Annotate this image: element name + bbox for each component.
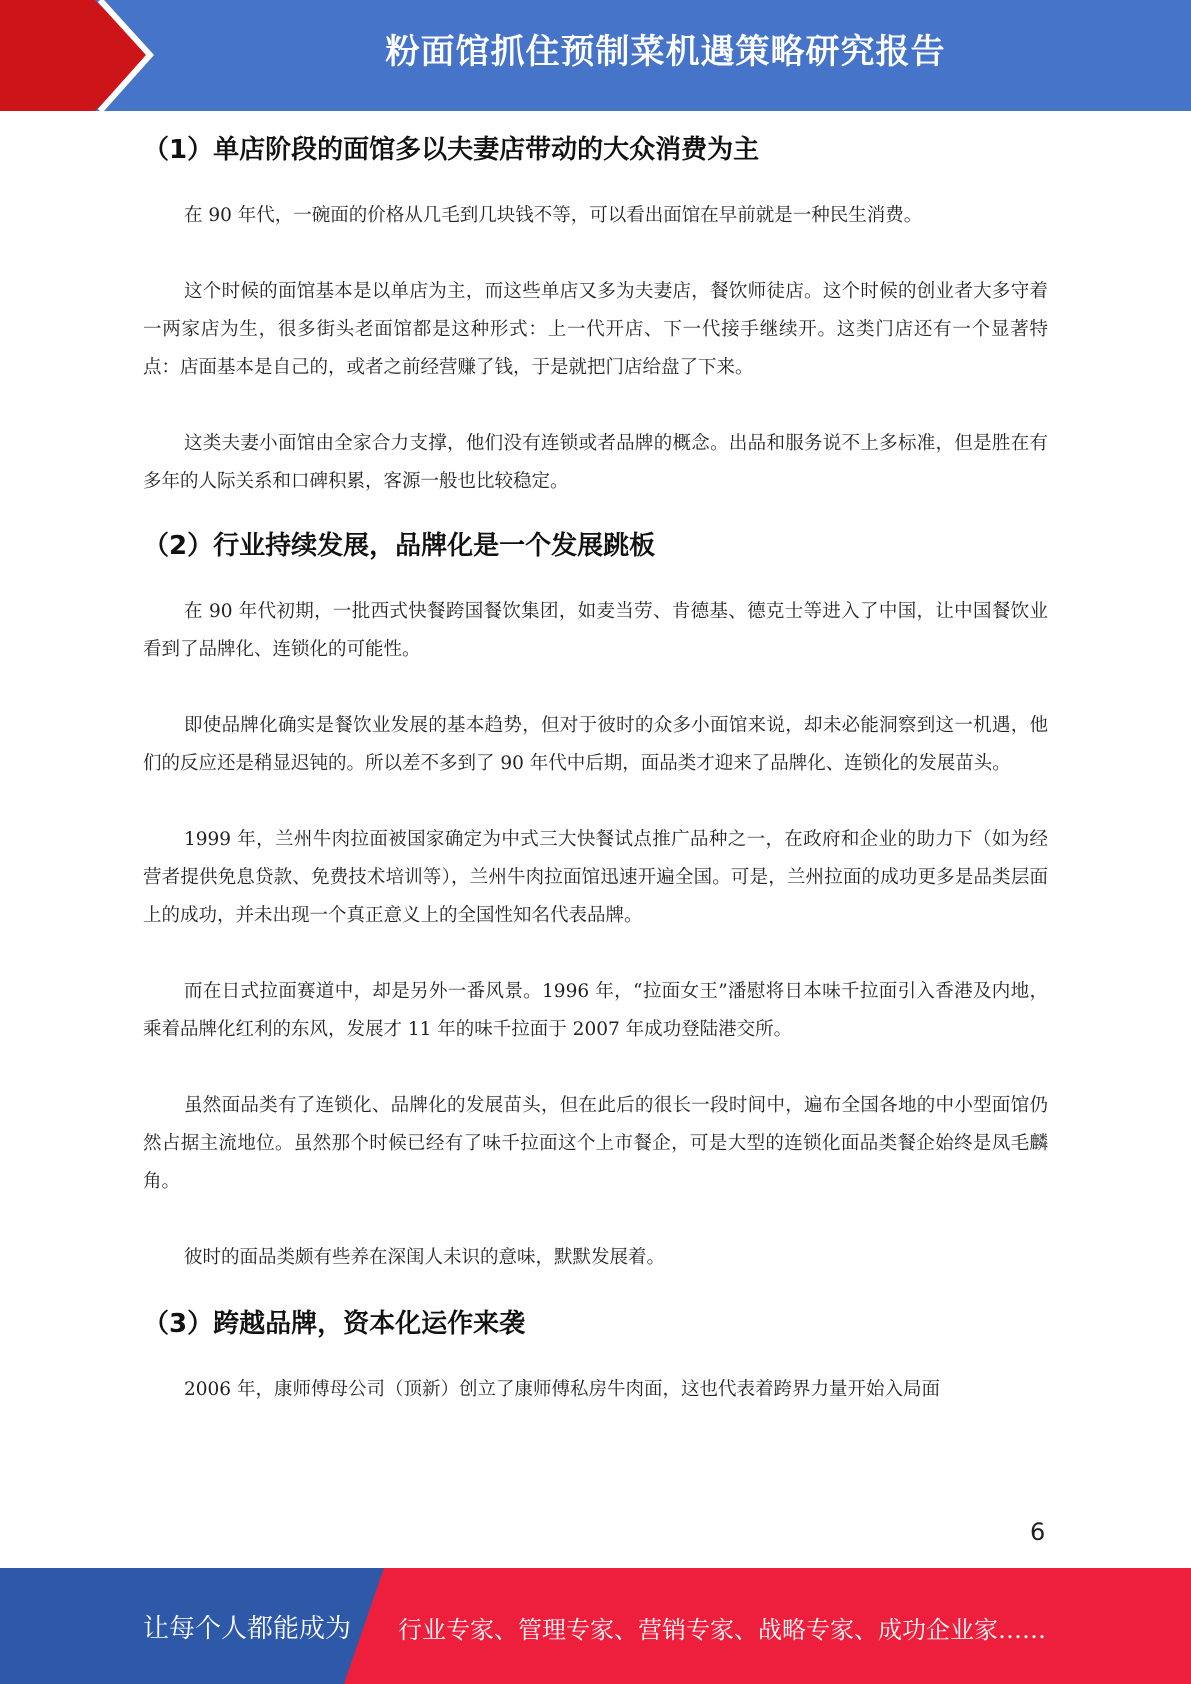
section-heading: （3）跨越品牌，资本化运作来袭 [143, 1309, 526, 1339]
paragraph: 这个时候的面馆基本是以单店为主，而这些单店又多为夫妻店，餐饮师徒店。这个时候的创业者大多守着一两家店为生，很多街头老面馆都是这种形式：上一代开店、下一代接手继续开。这类门店还有一个显著特点：店面基本是自己的，或者之前经营赚了钱，于是就把门店给盘了下来。 [143, 281, 1048, 378]
page-header [0, 0, 1191, 111]
paragraph: 这类夫妻小面馆由全家合力支撑，他们没有连锁或者品牌的概念。出品和服务说不上多标准，但是胜在有多年的人际关系和口碑积累，客源一般也比较稳定。 [143, 433, 1048, 492]
paragraph: 在 90 年代，一碗面的价格从几毛到几块钱不等，可以看出面馆在早前就是一种民生消费。 [184, 205, 923, 226]
paragraph: 即使品牌化确实是餐饮业发展的基本趋势，但对于彼时的众多小面馆来说，却未必能洞察到这一机遇，他们的反应还是稍显迟钝的。所以差不多到了 90 年代中后期，面品类才迎来了品牌化、连锁化的发展苗头。 [143, 715, 1048, 774]
paragraph: 在 90 年代初期，一批西式快餐跨国餐饮集团，如麦当劳、肯德基、德克士等进入了中国，让中国餐饮业看到了品牌化、连锁化的可能性。 [143, 601, 1048, 660]
footer-slogan-left: 让每个人都能成为 [143, 1614, 352, 1644]
paragraph: 而在日式拉面赛道中，却是另外一番风景。1996 年，“拉面女王”潘慰将日本味千拉面引入香港及内地，乘着品牌化红利的东风，发展才 11 年的味千拉面于 2007 年成功登陆港交所。 [143, 981, 1048, 1040]
document-body [143, 130, 1048, 1409]
red-arrow-shape [0, 0, 150, 111]
paragraph: 彼时的面品类颇有些养在深闺人未识的意味，默默发展着。 [184, 1247, 666, 1268]
paragraph: 2006 年，康师傅母公司（顶新）创立了康师傅私房牛肉面，这也代表着跨界力量开始入局面 [184, 1379, 940, 1400]
page-footer [0, 1568, 1191, 1684]
section-heading: （2）行业持续发展，品牌化是一个发展跳板 [143, 531, 656, 561]
footer-slogan-right: 行业专家、管理专家、营销专家、战略专家、成功企业家…… [398, 1616, 1046, 1644]
paragraph: 虽然面品类有了连锁化、品牌化的发展苗头，但在此后的很长一段时间中，遍布全国各地的中小型面馆仍然占据主流地位。虽然那个时候已经有了味千拉面这个上市餐企，可是大型的连锁化面品类餐企始终是凤毛麟角。 [143, 1095, 1048, 1192]
page-number: 6 [1030, 1518, 1046, 1546]
report-title: 粉面馆抓住预制菜机遇策略研究报告 [385, 32, 946, 72]
section-heading: （1）单店阶段的面馆多以夫妻店带动的大众消费为主 [143, 135, 760, 165]
paragraph: 1999 年，兰州牛肉拉面被国家确定为中式三大快餐试点推广品种之一，在政府和企业的助力下（如为经营者提供免息贷款、免费技术培训等），兰州牛肉拉面馆迅速开遍全国。可是，兰州拉面的成功更多是品类层面上的成功，并未出现一个真正意义上的全国性知名代表品牌。 [143, 829, 1048, 926]
